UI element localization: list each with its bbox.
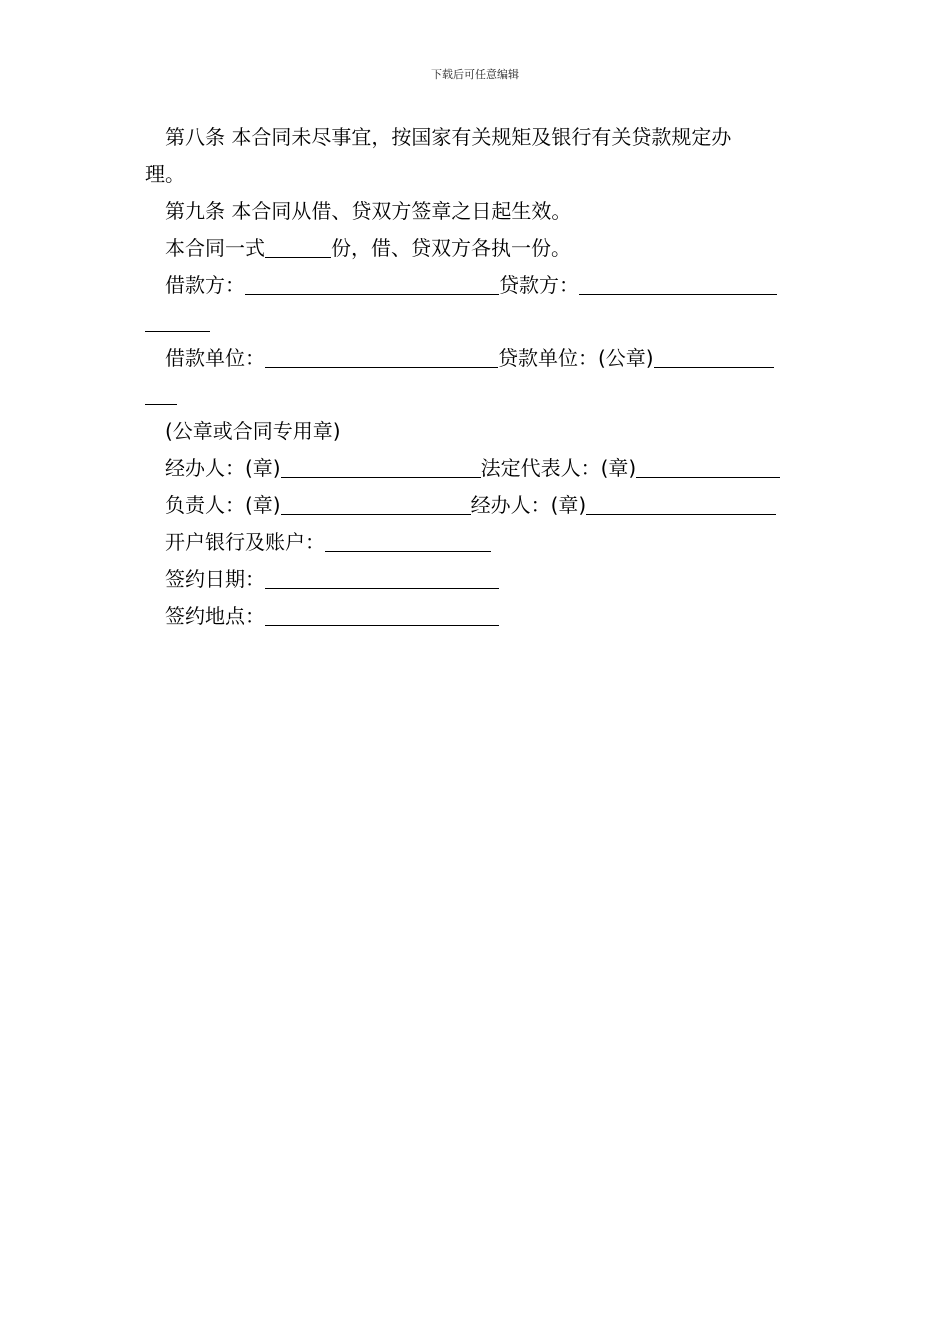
responsible-handler-line bbox=[145, 493, 776, 517]
copies-count-blank[interactable] bbox=[265, 239, 331, 258]
copies-line bbox=[145, 236, 571, 260]
lender-unit-label: 贷款单位：(公章) bbox=[498, 346, 654, 370]
borrower-label: 借款方： bbox=[165, 273, 245, 297]
borrower-unit-label: 借款单位： bbox=[165, 346, 265, 370]
sign-place-label: 签约地点： bbox=[165, 604, 265, 628]
handler-legal-rep-line bbox=[145, 456, 780, 480]
lender-unit-blank[interactable] bbox=[654, 349, 774, 368]
sign-date-label: 签约日期： bbox=[165, 567, 265, 591]
copies-prefix: 本合同一式 bbox=[165, 236, 265, 260]
seal-note-line bbox=[145, 419, 341, 443]
article-8-line-2 bbox=[145, 162, 185, 186]
legal-rep-label: 法定代表人：(章) bbox=[480, 456, 637, 480]
article-8-continuation: 理。 bbox=[145, 162, 185, 186]
lender-unit-blank-continuation[interactable] bbox=[145, 386, 177, 405]
page-header-note: 下载后可任意编辑 bbox=[431, 68, 519, 81]
legal-rep-blank[interactable] bbox=[636, 459, 780, 478]
seal-note: (公章或合同专用章) bbox=[165, 419, 341, 443]
bank-account-label: 开户银行及账户： bbox=[165, 530, 325, 554]
bank-account-blank[interactable] bbox=[325, 533, 491, 552]
sign-place-line bbox=[145, 604, 499, 628]
handler-label-1: 经办人：(章) bbox=[165, 456, 281, 480]
borrower-unit-blank[interactable] bbox=[265, 349, 498, 368]
article-9-line bbox=[145, 199, 571, 223]
article-8-text: 第八条 本合同未尽事宜，按国家有关规矩及银行有关贷款规定办 bbox=[165, 125, 732, 149]
borrower-blank[interactable] bbox=[245, 276, 499, 295]
handler-blank-1[interactable] bbox=[281, 459, 481, 478]
sign-date-line bbox=[145, 567, 499, 591]
responsible-blank[interactable] bbox=[281, 496, 471, 515]
sign-place-blank[interactable] bbox=[265, 607, 499, 626]
article-9-text: 第九条 本合同从借、贷双方签章之日起生效。 bbox=[165, 199, 572, 223]
parties-line bbox=[145, 273, 777, 297]
units-line bbox=[145, 346, 774, 370]
responsible-label: 负责人：(章) bbox=[165, 493, 281, 517]
lender-blank-continuation[interactable] bbox=[145, 313, 210, 332]
article-8-line-1 bbox=[145, 125, 731, 149]
lender-blank[interactable] bbox=[579, 276, 777, 295]
lender-label: 贷款方： bbox=[499, 273, 579, 297]
handler-label-2: 经办人：(章) bbox=[470, 493, 587, 517]
parties-line-continuation bbox=[145, 310, 210, 334]
bank-account-line bbox=[145, 530, 491, 554]
units-line-continuation bbox=[145, 383, 177, 407]
copies-suffix: 份，借、贷双方各执一份。 bbox=[331, 236, 571, 260]
handler-blank-2[interactable] bbox=[586, 496, 776, 515]
sign-date-blank[interactable] bbox=[265, 570, 499, 589]
